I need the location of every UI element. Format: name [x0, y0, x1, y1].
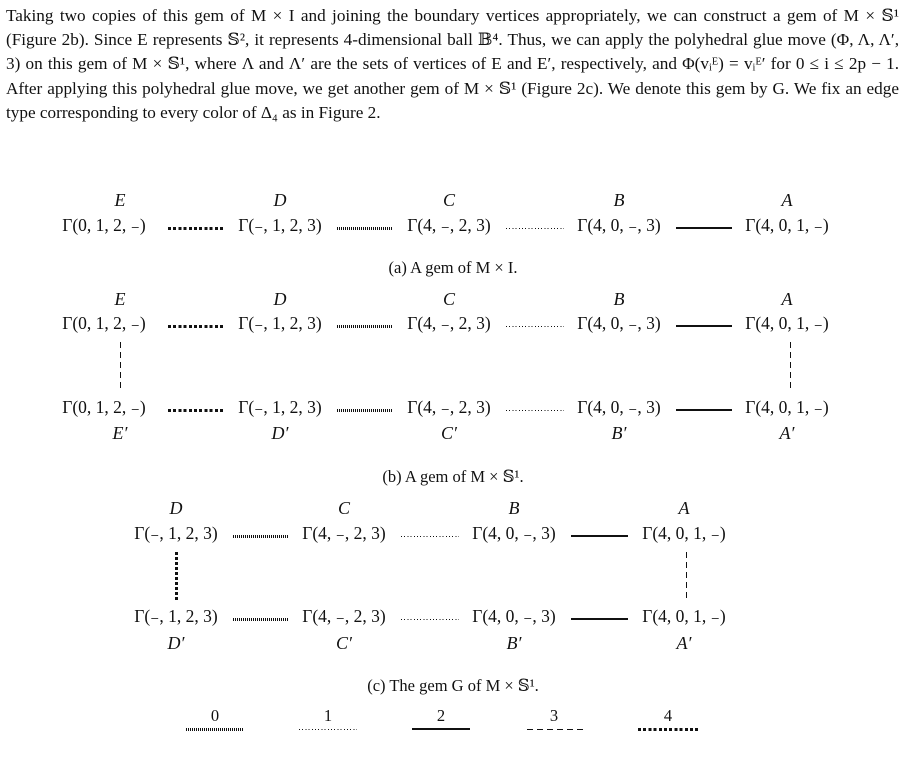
edge-color-0 [233, 618, 288, 621]
label-a: A [781, 289, 793, 309]
edge-color-1 [506, 326, 564, 327]
edge-color-0 [233, 535, 288, 538]
key-line-color-2 [412, 728, 470, 730]
edge-color-2 [676, 409, 732, 411]
label-b-prime: B′ [506, 633, 522, 653]
label-c-prime: C′ [441, 423, 457, 443]
label-c: C [442, 289, 456, 309]
key-line-color-1 [299, 729, 357, 730]
key-label-3: 3 [549, 706, 559, 725]
label-a: A [781, 190, 793, 210]
vertex-e: Γ(0, 1, 2, ₋) [62, 215, 146, 235]
vertex-d-prime: Γ(₋, 1, 2, 3) [238, 397, 322, 417]
vertex-b: Γ(4, 0, ₋, 3) [472, 523, 556, 543]
edge-color-3-vertical [686, 552, 687, 600]
label-e: E [114, 289, 126, 309]
key-label-0: 0 [210, 706, 220, 725]
edge-color-1 [401, 536, 459, 537]
vertex-b-prime: Γ(4, 0, ₋, 3) [577, 397, 661, 417]
edge-color-2 [676, 227, 732, 229]
edge-color-0 [337, 325, 392, 328]
vertex-a: Γ(4, 0, 1, ₋) [745, 215, 829, 235]
edge-color-3-vertical [120, 342, 121, 390]
label-a-prime: A′ [779, 423, 795, 443]
vertex-c: Γ(4, ₋, 2, 3) [302, 523, 386, 543]
vertex-e-prime: Γ(0, 1, 2, ₋) [62, 397, 146, 417]
edge-color-0 [337, 409, 392, 412]
key-label-1: 1 [323, 706, 333, 725]
key-label-2: 2 [436, 706, 446, 725]
edge-color-0 [337, 227, 392, 230]
edge-color-1 [401, 619, 459, 620]
edge-color-4 [168, 227, 225, 230]
vertex-c-prime: Γ(4, ₋, 2, 3) [407, 397, 491, 417]
vertex-c: Γ(4, ₋, 2, 3) [407, 313, 491, 333]
vertex-c-prime: Γ(4, ₋, 2, 3) [302, 606, 386, 626]
key-line-color-3 [527, 729, 583, 730]
edge-color-1 [506, 228, 564, 229]
vertex-d-prime: Γ(₋, 1, 2, 3) [134, 606, 218, 626]
label-c: C [337, 498, 351, 518]
vertex-a-prime: Γ(4, 0, 1, ₋) [642, 606, 726, 626]
key-line-color-4 [638, 728, 698, 731]
vertex-e: Γ(0, 1, 2, ₋) [62, 313, 146, 333]
edge-color-4 [168, 325, 225, 328]
edge-color-2 [571, 618, 628, 620]
edge-color-2 [676, 325, 732, 327]
label-d-prime: D′ [271, 423, 289, 443]
label-b: B [613, 289, 625, 309]
label-a: A [678, 498, 690, 518]
vertex-b: Γ(4, 0, ₋, 3) [577, 313, 661, 333]
edge-color-4-vertical [175, 552, 178, 600]
label-b: B [613, 190, 625, 210]
vertex-b-prime: Γ(4, 0, ₋, 3) [472, 606, 556, 626]
caption-c: (c) The gem G of M × 𝕊¹. [367, 676, 539, 695]
label-b-prime: B′ [611, 423, 627, 443]
vertex-b: Γ(4, 0, ₋, 3) [577, 215, 661, 235]
label-d: D [169, 498, 183, 518]
label-e: E [114, 190, 126, 210]
vertex-d: Γ(₋, 1, 2, 3) [238, 313, 322, 333]
label-e-prime: E′ [112, 423, 128, 443]
vertex-d: Γ(₋, 1, 2, 3) [238, 215, 322, 235]
vertex-a-prime: Γ(4, 0, 1, ₋) [745, 397, 829, 417]
vertex-c: Γ(4, ₋, 2, 3) [407, 215, 491, 235]
edge-color-1 [506, 410, 564, 411]
caption-a: (a) A gem of M × I. [388, 258, 518, 277]
body-paragraph [6, 4, 899, 125]
vertex-a: Γ(4, 0, 1, ₋) [745, 313, 829, 333]
label-d: D [273, 190, 287, 210]
vertex-a: Γ(4, 0, 1, ₋) [642, 523, 726, 543]
label-a-prime: A′ [676, 633, 692, 653]
label-c: C [442, 190, 456, 210]
key-label-4: 4 [663, 706, 673, 725]
edge-color-4 [168, 409, 225, 412]
label-b: B [508, 498, 520, 518]
edge-color-2 [571, 535, 628, 537]
key-line-color-0 [186, 728, 243, 731]
label-d: D [273, 289, 287, 309]
paragraph-text: Taking two copies of this gem of M × I and joining the boundary vertices appropriately, we can construct a gem of M × 𝕊¹ (Figure 2b). Since E represents 𝕊², it represents 4-dimensional ball 𝔹⁴. Thus, we can apply the polyhedral glue move (Φ, Λ, Λ′, 3) on this gem of M × 𝕊¹, where Λ and Λ′ are the sets of vertices of E and E′, respectively, and Φ(vᵢᴱ) = vᵢᴱ′ for 0 ≤ i ≤ 2p − 1. After applying this polyhedral glue move, we get another gem of M × 𝕊¹ (Figure 2c). We denote this gem by G. We fix an edge type corresponding to every color of Δ₄ as in Figure 2. [6, 6, 899, 122]
label-d-prime: D′ [167, 633, 185, 653]
vertex-d: Γ(₋, 1, 2, 3) [134, 523, 218, 543]
caption-b: (b) A gem of M × 𝕊¹. [382, 467, 524, 486]
label-c-prime: C′ [336, 633, 352, 653]
edge-color-3-vertical [790, 342, 791, 390]
